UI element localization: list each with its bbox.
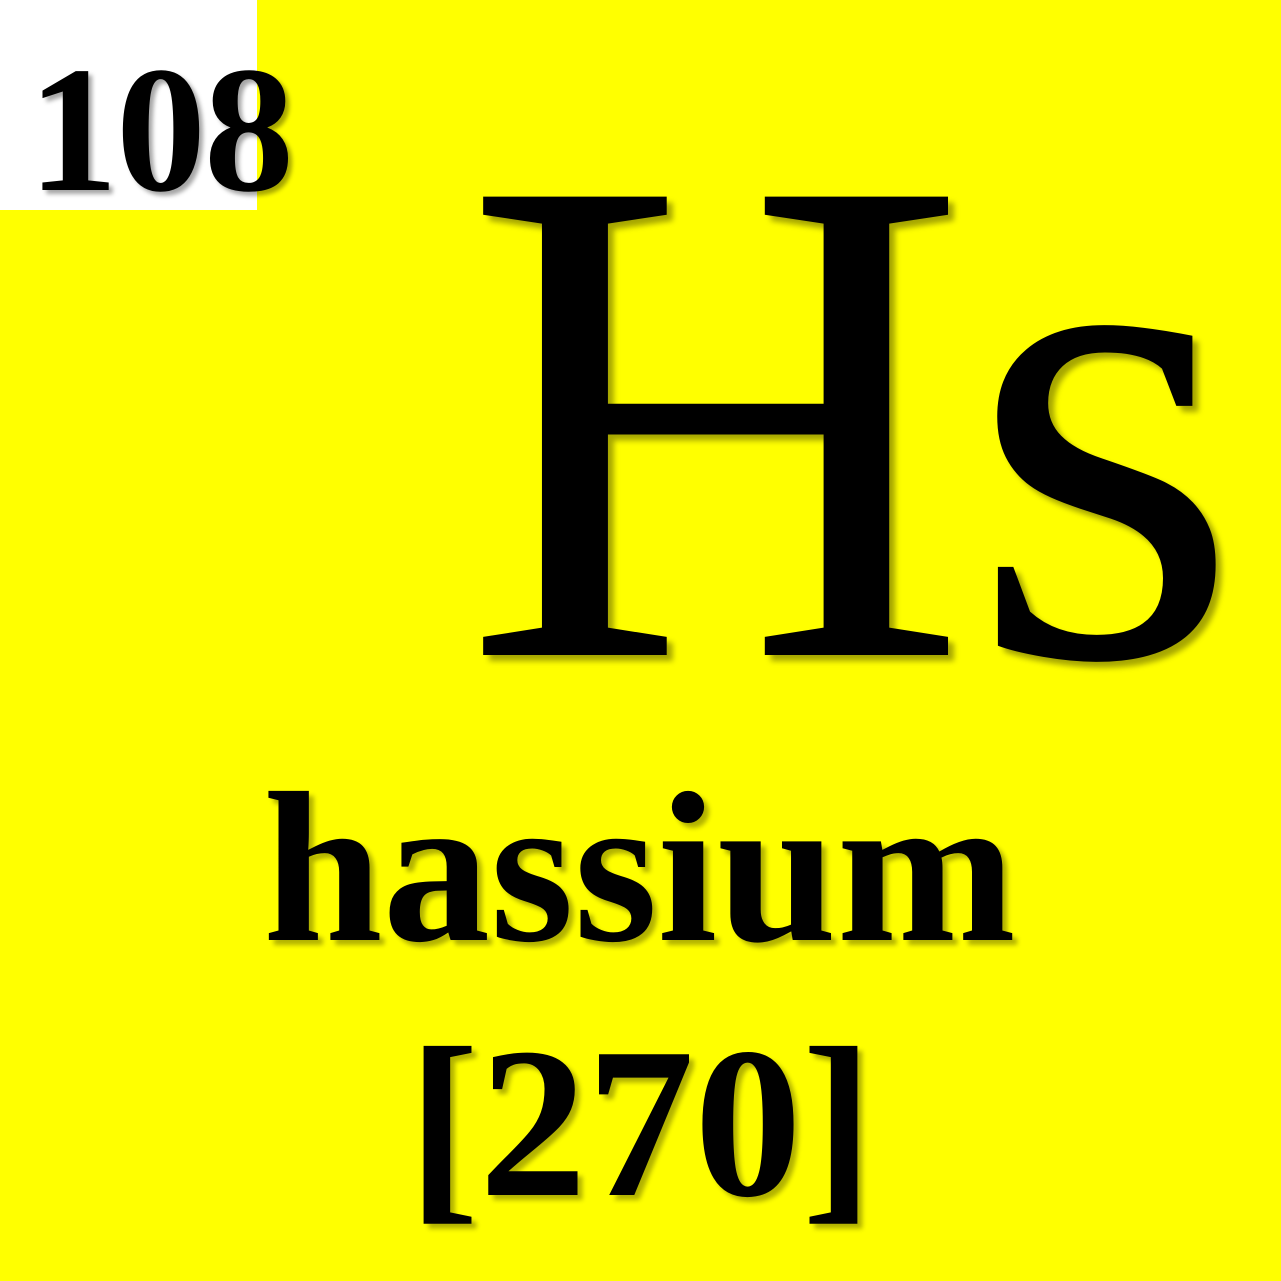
atomic-number-box [0,0,292,229]
element-name: hassium [263,748,1016,987]
atomic-mass: [270] [407,1003,874,1242]
atomic-number: 108 [28,30,292,229]
element-symbol: Hs [463,32,1241,807]
